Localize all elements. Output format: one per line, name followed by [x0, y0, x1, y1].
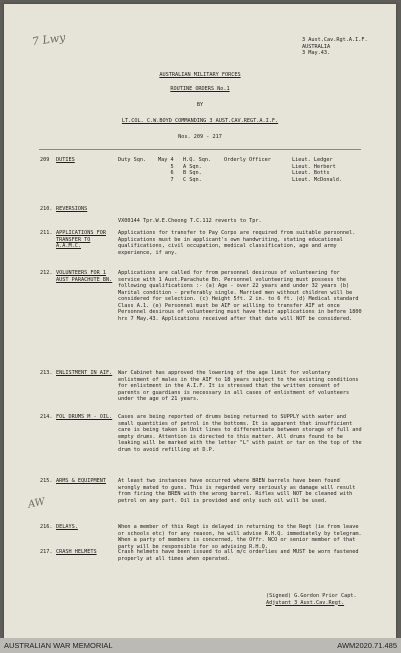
paragraph-heading: DUTIES: [56, 157, 75, 163]
paragraph-heading: VOLUNTEERS FOR 1 AUST PARACHUTE BN.: [56, 270, 113, 283]
paragraph-heading: ENLISTMENT IN AIF.: [56, 370, 113, 376]
duty-squadron: C Sqn.: [183, 176, 202, 183]
paragraph-body: Applications for transfer to Pay Corps are required from suitable personnel. Applications must be in applicant's own handwriting, stating educational qualifications, civil occupation, medical classification, age and army experience, if any.: [118, 230, 356, 256]
paragraph-body: Applications are called for from personnel desirous of volunteering for service with 1 Aust.Parachute Bn. Personnel volunteering must possess the following qualifications :- (a) Age - over 22 years and under 32 years (b) Marital condition - preferably single. Married men without children will be considered for selection. (c) Height 5ft. 2 in. to 6 ft. (d) Medical standard Class A.1. (e) Personnel must be AIF or willing to transfer AIF at once Personnel desirous of volunteering must have their applications in before 1800 hrs 7 May.43. Applications received after that date will NOT be considered.: [118, 270, 362, 322]
document-by: BY: [196, 102, 204, 108]
duty-squadron: H.Q. Sqn.: [183, 157, 212, 163]
duty-officer: Lieut. Ledger: [292, 157, 333, 163]
handwritten-initials: AW: [27, 496, 47, 511]
paragraph-heading: FOL DRUMS M - OIL.: [56, 414, 113, 420]
paragraph-number: 217.: [40, 549, 53, 555]
paragraph-number: 214.: [40, 414, 53, 420]
paragraph-heading: REVERSIONS: [56, 206, 88, 212]
paragraph-number: 212.: [40, 270, 53, 276]
handwritten-note: 7 Lwy: [31, 30, 67, 49]
document-subtitle: ROUTINE ORDERS No.1: [170, 86, 230, 92]
duty-date: 5: [170, 163, 174, 170]
duty-squadron: A Sqn.: [183, 163, 202, 170]
archive-footer: [0, 638, 401, 653]
paragraph-number: 210.: [40, 206, 53, 212]
duty-squadrons: [183, 157, 211, 183]
orderly-officer-label: Orderly Officer: [224, 157, 271, 163]
duty-officer: Lieut. Herbert: [292, 163, 336, 170]
divider: [39, 149, 361, 150]
paragraph-body: Crash helmets have been issued to all m/c orderlies and MUST be worn fastened properly at all times when operated.: [118, 549, 359, 562]
paragraph-body: When a member of this Regt is delayed in returning to the Regt (ie from leave or schools etc) for any reason, he will advise R.H.Q. immediately by telegram. When a party of members is concerned, the Offr. NCO or senior member of that party will be responsible for so advising R.H.Q.: [118, 524, 362, 550]
document-page: [4, 4, 396, 638]
document-origin: [302, 37, 368, 57]
signature-block: [266, 593, 357, 606]
duty-date: May 4: [158, 157, 174, 163]
paragraph-body: War Cabinet has approved the lowering of the age limit for voluntary enlistment of males in the AIF to 18 years subject to the existing conditions for enlistment in the A.I.F. It is stressed that the written consent of parents or guardians is necessary in all cases of enlistment of volunteers under the age of 21 years.: [118, 370, 359, 402]
paragraph-number: 216.: [40, 524, 53, 530]
origin-line-1: 3 Aust.Cav.Rgt.A.I.F.: [302, 37, 368, 43]
paragraph-body: Cases are being reported of drums being returned to SUPPLY with water and small quantities of petrol in the bottoms. It is apparent that insufficient care is being taken in Unit lines to differentiate between storage of full and empty drums. Attention is directed to this matter. All drums found to be leaking will be marked with the letter "L" with paint or tar on the top of the drum to avoid refilling at D.P.: [118, 414, 362, 453]
document-commanding: LT.COL. C.W.BOYD COMMANDING 3 AUST.CAV.REGT.A.I.F.: [121, 118, 279, 124]
archive-reference: AWM2020.71.485: [337, 641, 397, 650]
document-numbers: Nos. 209 - 217: [178, 134, 222, 140]
duty-squadron: B Sqn.: [183, 170, 202, 176]
signature-line: (Signed) G.Gordon Prior Capt.: [266, 593, 357, 599]
paragraph-body: VX00144 Tpr.W.E.Cheong T.C.112 reverts to Tpr.: [118, 218, 262, 224]
paragraph-heading: CRASH HELMETS: [56, 549, 97, 555]
duty-sqn-label: Duty Sqn.: [118, 157, 147, 163]
paragraph-number: 213.: [40, 370, 53, 376]
duty-date: 6: [170, 170, 174, 176]
paragraph-heading: APPLICATIONS FOR TRANSFER TO A.A.M.C.: [56, 230, 106, 249]
duty-date: 7: [170, 176, 174, 183]
duty-officer: Lieut. Botts: [292, 170, 330, 176]
signature-title: Adjutant 3 Aust.Cav.Regt.: [266, 599, 345, 606]
paragraph-body: At least two instances have occurred where BREN barrels have been found wrongly mated to guns. This is regarded very seriously as damage will result from firing the BREN with the wrong barrel. Rifles will NOT be cleaned with petrol on any part. Oil is provided and only such oil will be used.: [118, 478, 356, 504]
duties-section: [40, 157, 360, 193]
archive-name: AUSTRALIAN WAR MEMORIAL: [4, 641, 113, 650]
paragraph-heading: ARMS & EQUIPMENT: [56, 478, 106, 484]
duty-officer: Lieut. McDonald.: [292, 176, 342, 183]
paragraph-number: 209: [40, 157, 50, 163]
duty-dates: [158, 157, 174, 183]
duty-officers: [292, 157, 342, 183]
origin-line-2: AUSTRALIA: [302, 43, 331, 50]
paragraph-number: 211.: [40, 230, 53, 236]
document-title: AUSTRALIAN MILITARY FORCES: [159, 72, 241, 78]
paragraph-number: 215.: [40, 478, 53, 484]
paragraph-heading: DELAYS.: [56, 524, 78, 530]
origin-line-3: 3 May.43.: [302, 50, 331, 56]
